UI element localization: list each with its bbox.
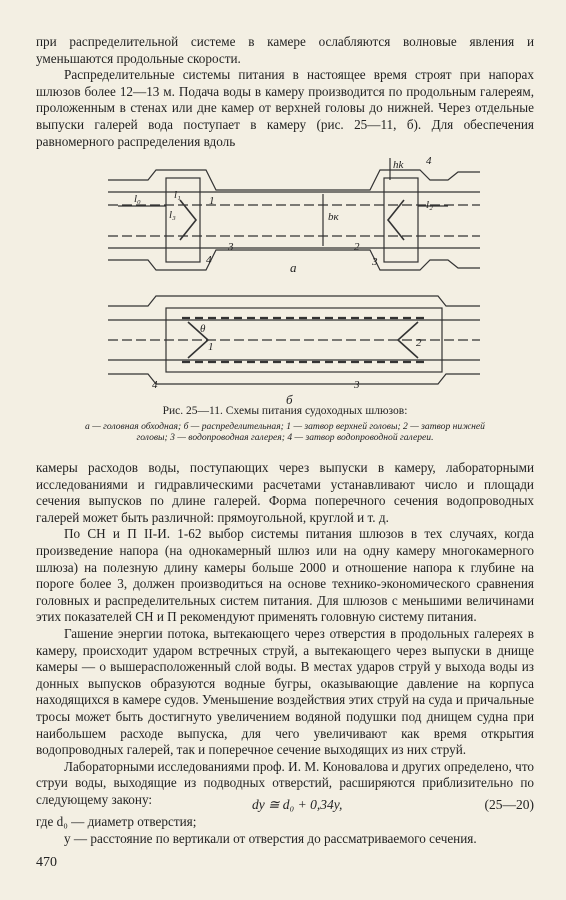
- scheme-b-distribution: [108, 296, 480, 384]
- paragraph-chamber-discharge: камеры расходов воды, поступающих через выпуски в камеру, лабораторными исследованиями и гидравлическими расчетами устанавливают число и площади сечения выпусков по длине галерей. Форма поперечного сечения водопроводных галерей может быть различной: прямоугольной, круглой и т. д.: [36, 460, 534, 525]
- jet-expansion-formula: dy ≅ d₀ + 0,34y,: [252, 797, 343, 812]
- paragraph-distribution-systems: Распределительные системы питания в настоящее время строят при напорах шлюзов более 12—13 м. Подача воды в камеру производится по продольным галереям, проложенным в стенах или дне камер от верхней головы до нижней. Через отдельные выпуски галерей вода поступает в камеру (рис. 25—11, б). Для обеспечения равномерного распределения вдоль: [36, 67, 534, 149]
- label-3-b: 3: [354, 379, 360, 391]
- subfig-b-letter: б: [286, 392, 293, 407]
- scheme-b-labels: [152, 323, 422, 407]
- label-3-a-left: 3: [228, 241, 234, 253]
- label-4-b: 4: [152, 379, 158, 391]
- label-2-a: 2: [354, 241, 360, 253]
- label-l2: l₂: [426, 199, 433, 211]
- where-d0: где d₀ — диаметр отверстия;: [36, 814, 197, 829]
- label-l0: l₀: [134, 193, 141, 205]
- label-hk: hk: [393, 159, 404, 171]
- paragraph-konovalov-research: Лабораторными исследованиями проф. И. М. Коновалова и других определено, что струи воды, выходящие из подводных отверстий, расширяются приблизительно по следующему закону:: [36, 758, 534, 807]
- paragraph-continuation: при распределительной системе в камере ослабляются волновые явления и уменьшаются продольные скорости.: [36, 34, 534, 66]
- figure-caption-legend: а — головная обходная; б — распределительная; 1 — затвор верхней головы; 2 — затвор нижней головы; 3 — водопроводная галерея; 4 — затвор водопроводной галереи.: [85, 421, 485, 443]
- label-bk: bк: [328, 211, 339, 223]
- label-4-a-top: 4: [426, 155, 432, 167]
- page-number: 470: [36, 855, 57, 870]
- label-l1: l₁: [174, 189, 181, 201]
- label-1-a: 1: [209, 195, 215, 207]
- paragraph-energy-dissipation: Гашение энергии потока, вытекающего через отверстия в продольных галереях в камеру, происходит ударом встречных струй, а вытекающего через выпуски в днище камеры — о вышерасположенный слой воды. В местах ударов струй у выхода воды из донных выпусков образуются водные бугры, оказывающие давление на корпуса находящихся в камере судов. Уменьшение воздействия этих струй на суда и причальные тросы может быть достигнуто увеличением водяной подушки под днищем судна при наибольшем расходе выпуска, для чего увеличивают как время открытия водопроводных галерей, так и поперечное сечение выходящих из них струй.: [36, 625, 534, 758]
- scheme-a-labels: [134, 155, 433, 275]
- where-block: [36, 814, 534, 847]
- label-2-b: 2: [416, 337, 422, 349]
- label-1-b: 1: [208, 341, 214, 353]
- text-block-top: [36, 34, 534, 150]
- label-3-a-right: 3: [372, 256, 378, 268]
- lock-schemes-figure: [108, 150, 480, 412]
- label-4-a-left: 4: [206, 254, 212, 266]
- scheme-a-head-bypass: [108, 158, 480, 270]
- label-theta: θ: [200, 323, 206, 335]
- formula-number: (25—20): [484, 797, 534, 812]
- text-block-bottom: [36, 460, 534, 808]
- label-la: l₃: [169, 209, 176, 221]
- where-y: y — расстояние по вертикали от отверстия до рассматриваемого сечения.: [64, 830, 477, 846]
- paragraph-snip-norms: По СН и П II-И. 1-62 выбор системы питания шлюзов в тех случаях, когда произведение напора (на однокамерный шлюз или на одну камеру многокамерного шлюза) на полезную длину камеры больше 2000 и отношение напора к глубине на пороге более 3, должен производиться на основе технико-экономического сравнения головных и распределительных систем питания. Для шлюзов с меньшими величинами этих показателей СН и П рекомендуют применять головную систему питания.: [36, 526, 534, 625]
- figure-caption-title: Рис. 25—11. Схемы питания судоходных шлюзов:: [162, 405, 408, 417]
- subfig-a-letter: а: [290, 260, 297, 275]
